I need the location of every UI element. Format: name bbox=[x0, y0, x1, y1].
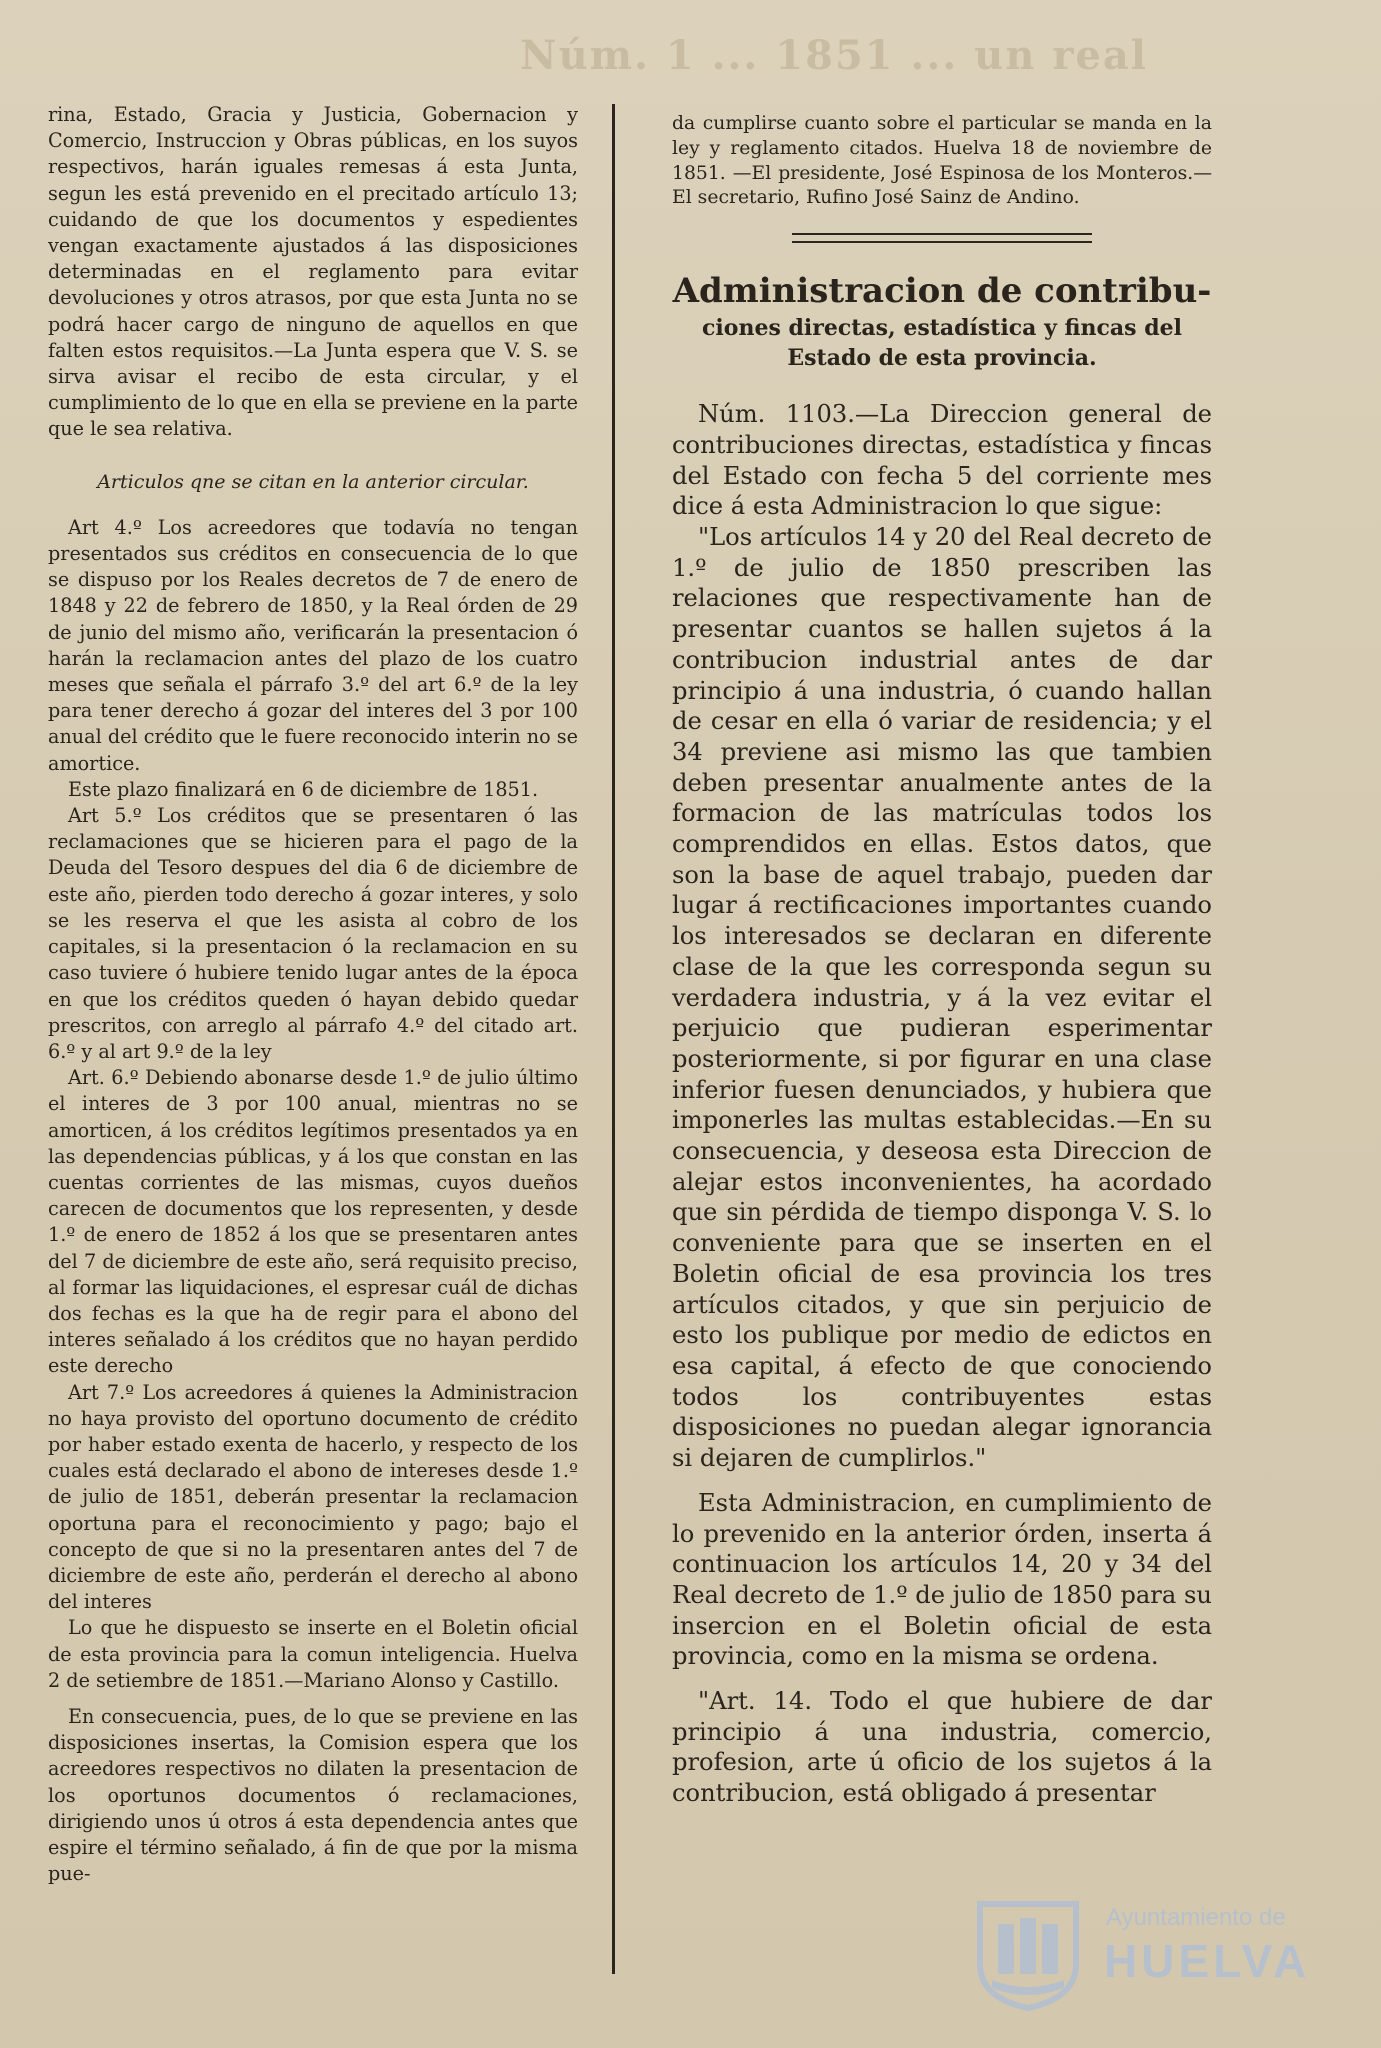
article-7: Art 7.º Los acreedores á quienes la Administracion no haya provisto del oportuno documento de crédito por haber estado exenta de hacerlo, y respecto de los cuales está declarado el abono de intereses desde 1.º de julio de 1851, deberán presentar la reclamacion oportuna para el reconocimiento y pago; bajo el concepto de que si no la presentaren antes del 7 de diciembre de este año, perderán el derecho al abono del interes bbox=[48, 1380, 578, 1614]
art14-paragraph: "Art. 14. Todo el que hubiere de dar principio á una industria, comercio, profesion, arte ú oficio de los sujetos á la contribucion, está obligado á presentar bbox=[672, 1687, 1212, 1808]
ayuntamiento-watermark bbox=[968, 1888, 1328, 2018]
admin-paragraph: Esta Administracion, en cumplimiento de lo prevenido en la anterior órden, inserta á continuacion los artículos 14, 20 y 34 del Real decreto de 1.º de julio de 1850 para su insercion en el Boletin oficial de esta provincia, como en la misma se ordena. bbox=[672, 1488, 1212, 1671]
article-6: Art. 6.º Debiendo abonarse desde 1.º de julio último el interes de 3 por 100 anual, mientras no se amorticen, á los créditos legítimos presentados ya en las dependencias públicas, y á los que constan en las cuentas corrientes de las mismas, cuyos dueños carecen de documentos que los representen, y desde 1.º de enero de 1852 á los que se presentaren antes del 7 de diciembre de este año, será requisito preciso, al formar las liquidaciones, el espresar cuál de dichas dos fechas es la que ha de regir para el abono del interes señalado á los créditos que no hayan perdido este derecho bbox=[48, 1066, 578, 1378]
closing-paragraph: Lo que he dispuesto se inserte en el Boletin oficial de esta provincia para la comun inteligencia. Huelva 2 de setiembre de 1851.—Mariano Alonso y Castillo. bbox=[48, 1616, 578, 1692]
watermark-line1: Ayuntamiento de bbox=[1106, 1904, 1286, 1931]
bleed-through-header: Núm. 1 ... 1851 ... un real bbox=[520, 32, 1148, 79]
right-top-block bbox=[672, 112, 1212, 211]
right-body bbox=[672, 399, 1212, 1809]
quote-paragraph: "Los artículos 14 y 20 del Real decreto de 1.º de julio de 1850 prescriben las relaciones que respectivamente han de presentar cuantos se hallen sujetos á la contribucion industrial antes de dar principio á una industria, ó cuando hallan de cesar en ella ó variar de residencia; y el 34 previene asi mismo las que tambien deben presentar anualmente antes de la formacion de las matrículas todos los comprendidos en ellas. Estos datos, que son la base de aquel trabajo, pueden dar lugar á rectificaciones importantes cuando los interesados se declaran en diferente clase de la que les corresponda segun su verdadera industria, y á la vez evitar el perjuicio que pudieran esperimentar posteriormente, si por figurar en una clase inferior fuesen denunciados, y hubiera que imponerles las multas establecidas.—En su consecuencia, y deseosa esta Direccion de alejar estos inconvenientes, ha acordado que sin pérdida de tiempo disponga V. S. lo conveniente para que se inserten en el Boletin oficial de esa provincia los tres artículos citados, y que sin perjuicio de esto los publique por medio de edictos en esa capital, á efecto de que conociendo todos los contribuyentes estas disposiciones no puedan alegar ignorancia si dejaren de cumplirlos." bbox=[672, 523, 1212, 1473]
section-subtitle: ciones directas, estadística y fincas del Estado de esta provincia. bbox=[702, 315, 1182, 372]
num-paragraph: Núm. 1103.—La Direccion general de contribuciones directas, estadística y fincas del Estado con fecha 5 del corriente mes dice á esta Administracion lo que sigue: bbox=[672, 400, 1212, 521]
column-divider bbox=[612, 104, 615, 1974]
right-column bbox=[672, 112, 1212, 1809]
right-top-paragraph: da cumplirse cuanto sobre el particular se manda en la ley y reglamento citados. Huelva 18 de noviembre de 1851. —El presidente, José Espinosa de los Monteros.—El secretario, Rufino José Sainz de Andino. bbox=[672, 113, 1212, 209]
section-title: Administracion de contribu- bbox=[672, 271, 1212, 312]
huelva-crest-icon bbox=[968, 1894, 1088, 2012]
consecuencia-paragraph: En consecuencia, pues, de lo que se previene en las disposiciones insertas, la Comision espera que los acreedores respectivos no dilaten la presentacion de los oportunos documentos ó reclamaciones, dirigiendo unos ú otros á esta dependencia antes que espire el término señalado, á fin de que por la misma pue- bbox=[48, 1704, 578, 1886]
articles-heading: Articulos qne se citan en la anterior circular. bbox=[97, 470, 529, 493]
article-5: Art 5.º Los créditos que se presentaren ó las reclamaciones que se hicieren para el pago de la Deuda del Tesoro despues del dia 6 de diciembre de este año, pierden todo derecho á gozar interes, y solo se les reserva el que les asista al cobro de los capitales, si la presentacion ó la reclamacion en su caso tuviere ó hubiere tenido lugar antes de la época en que los créditos queden ó hayan debido quedar prescritos, con arreglo al párrafo 4.º del citado art. 6.º y al art 9.º de la ley bbox=[48, 804, 578, 1063]
plazo-line: Este plazo finalizará en 6 de diciembre de 1851. bbox=[68, 777, 539, 801]
left-opening-paragraph: rina, Estado, Gracia y Justicia, Gobernacion y Comercio, Instruccion y Obras públicas, en los suyos respectivos, harán iguales remesas á esta Junta, segun les está prevenido en el precitado artículo 13; cuidando de que los documentos y espedientes vengan exactamente ajustados á las disposiciones determinadas en el reglamento para evitar devoluciones y otros atrasos, por que esta Junta no se podrá hacer cargo de ninguno de aquellos en que falten estos requisitos.—La Junta espera que V. S. se sirva avisar el recibo de esta circular, y el cumplimiento de lo que en ella se previene en la parte que le sea relativa. bbox=[48, 103, 578, 441]
article-4: Art 4.º Los acreedores que todavía no tengan presentados sus créditos en consecuencia de lo que se dispuso por los Reales decretos de 7 de enero de 1848 y 22 de febrero de 1850, y la Real órden de 29 de junio del mismo año, verificarán la presentacion ó harán la reclamacion antes del plazo de los cuatro meses que señala el párrafo 3.º del art 6.º de la ley para tener derecho á gozar del interes del 3 por 100 anual del crédito que le fuere reconocido interin no se amortice. bbox=[48, 515, 578, 775]
watermark-line2: HUELVA bbox=[1104, 1935, 1311, 1987]
section-rule bbox=[792, 233, 1092, 243]
left-column bbox=[48, 102, 578, 1887]
